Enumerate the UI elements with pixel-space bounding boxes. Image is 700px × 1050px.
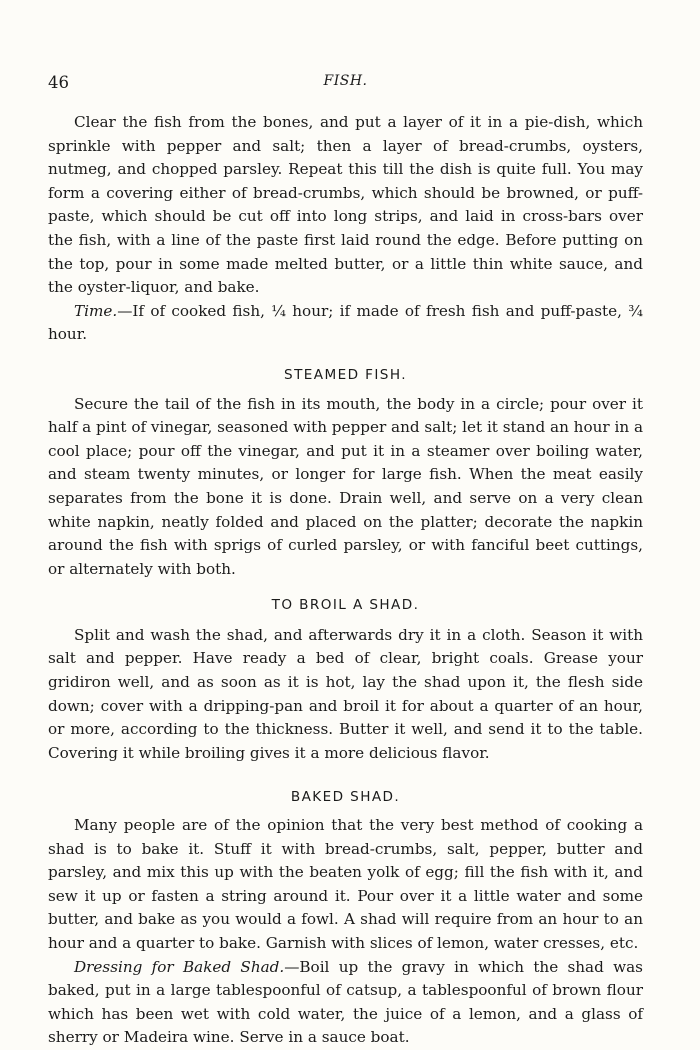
page-number: 46 (48, 73, 69, 92)
baked-shad-paragraph: Many people are of the opinion that the very best method of cooking a shad is to bake it. Stuff it with bread-crumbs, salt, pepper, butter and parsley, and mix this up with the beaten yolk of egg; fill the fish with it, and sew it up or fasten a string around it. Pour over it a little water and some butter, and bake as you would a fowl. A shad will require from an hour to an hour and a quarter to bake. Garnish with slices of lemon, water cresses, etc. (48, 816, 643, 952)
heading-steamed-fish: STEAMED FISH. (284, 366, 407, 383)
intro-paragraph: Clear the fish from the bones, and put a layer of it in a pie-dish, which sprinkle with pepper and salt; then a layer of bread-crumbs, oysters, nutmeg, and chopped parsley. Repeat this till the dish is quite full. You may form a covering either of bread-crumbs, which should be browned, or puff-paste, which should be cut off into long strips, and laid in cross-bars over the fish, with a line of the paste first laid round the edge. Before putting on the top, pour in some made melted butter, or a little thin white sauce, and the oyster-liquor, and bake. (48, 113, 643, 297)
time-label: Time. (74, 301, 118, 320)
dressing-label: Dressing for Baked Shad. (74, 957, 285, 976)
dressing-paragraph (48, 956, 643, 1050)
page-body (48, 111, 643, 1050)
page-header (48, 73, 643, 101)
time-text: —If of cooked fish, ¼ hour; if made of fresh fish and puff-paste, ¾ hour. (48, 301, 643, 344)
broil-shad-paragraph: Split and wash the shad, and afterwards dry it in a cloth. Season it with salt and pepper. Have ready a bed of clear, bright coals. Grease your gridiron well, and as soon as it is hot, lay the shad upon it, the flesh side down; cover with a dripping-pan and broil it for about a quarter of an hour, or more, according to the thickness. Butter it well, and send it to the table. Covering it while broiling gives it a more delicious flavor. (48, 625, 643, 762)
heading-baked-shad: BAKED SHAD. (290, 789, 401, 806)
running-head: FISH. (323, 73, 368, 89)
dressing-text: —Boil up the gravy in which the shad was baked, put in a large tablespoonful of catsup, a tablespoonful of brown flour which has been wet with cold water, the juice of a lemon, and a glass of sherry or Madeira wine. Serve in a sauce boat. (48, 957, 643, 1047)
time-note (48, 300, 643, 347)
heading-broil-shad: TO BROIL A SHAD. (271, 597, 420, 614)
steamed-fish-paragraph: Secure the tail of the fish in its mouth, the body in a circle; pour over it half a pint of vinegar, seasoned with pepper and salt; let it stand an hour in a cool place; pour off the vinegar, and put it in a steamer over boiling water, and steam twenty minutes, or longer for large fish. When the meat easily separates from the bone it is done. Drain well, and serve on a very clean white napkin, neatly folded and placed on the platter; decorate the napkin around the fish with sprigs of curled parsley, or with fanciful beet cuttings, or alternately with both. (48, 394, 643, 578)
